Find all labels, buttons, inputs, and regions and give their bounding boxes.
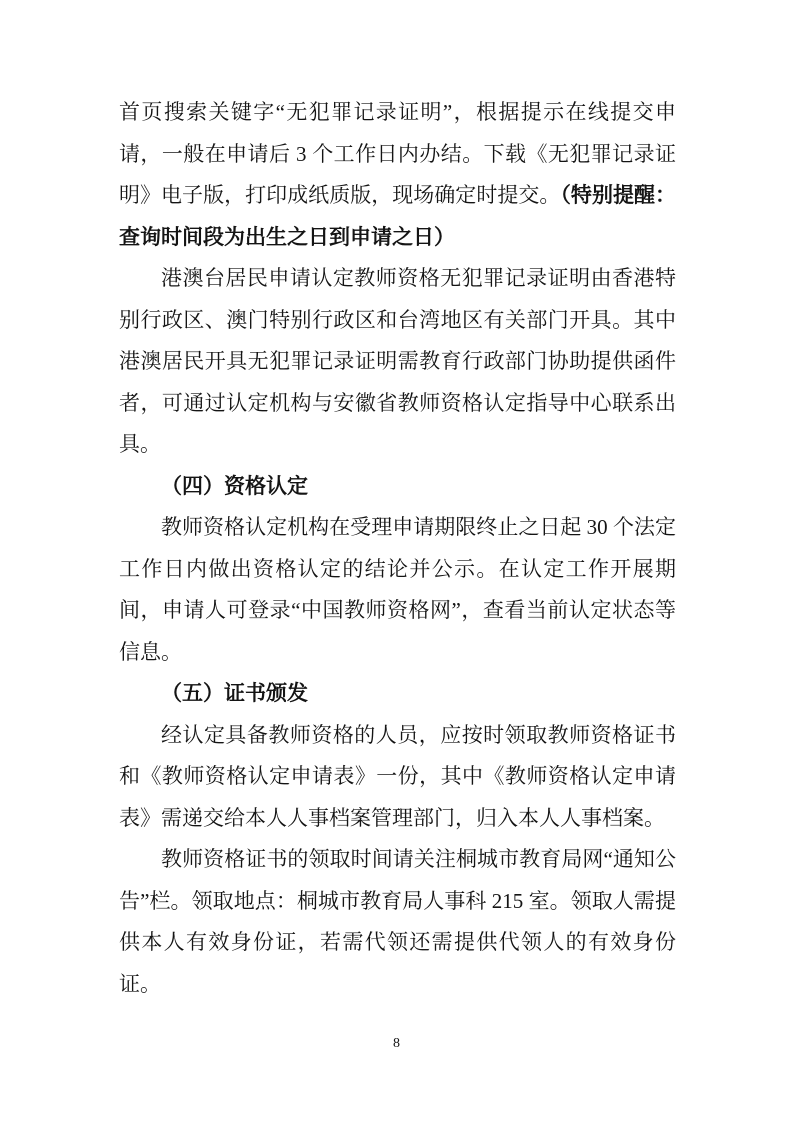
document-text-block bbox=[119, 92, 676, 1005]
paragraph-intro bbox=[119, 92, 676, 258]
section-5-heading: （五）证书颁发 bbox=[161, 681, 308, 705]
paragraph-intro-bold-note: （特别提醒：查询时间段为出生之日到申请之日） bbox=[119, 183, 677, 249]
section-5-paragraph-certificate: 经认定具备教师资格的人员，应按时领取教师资格证书和《教师资格认定申请表》一份，其中《教师资格认定申请表》需递交给本人人事档案管理部门，归入本人人事档案。 bbox=[119, 722, 676, 830]
paragraph-hmt-residents: 港澳台居民申请认定教师资格无犯罪记录证明由香港特别行政区、澳门特别行政区和台湾地区有关部门开具。其中港澳居民开具无犯罪记录证明需教育行政部门协助提供函件者，可通过认定机构与安徽省教师资格认定指导中心联系出具。 bbox=[119, 266, 676, 456]
section-4-paragraph: 教师资格认定机构在受理申请期限终止之日起 30 个法定工作日内做出资格认定的结论并公示。在认定工作开展期间，申请人可登录“中国教师资格网”，查看当前认定状态等信息。 bbox=[119, 515, 676, 664]
page-number: 8 bbox=[393, 1036, 400, 1051]
section-5-paragraph-pickup: 教师资格证书的领取时间请关注桐城市教育局网“通知公告”栏。领取地点：桐城市教育局人事科 215 室。领取人需提供本人有效身份证，若需代领还需提供代领人的有效身份证。 bbox=[119, 847, 676, 996]
section-4-heading: （四）资格认定 bbox=[161, 473, 308, 498]
paragraph-intro-text: 首页搜索关键字“无犯罪记录证明”，根据提示在线提交申请，一般在申请后 3 个工作日内办结。下载《无犯罪记录证明》电子版，打印成纸质版，现场确定时提交。 bbox=[119, 100, 676, 207]
